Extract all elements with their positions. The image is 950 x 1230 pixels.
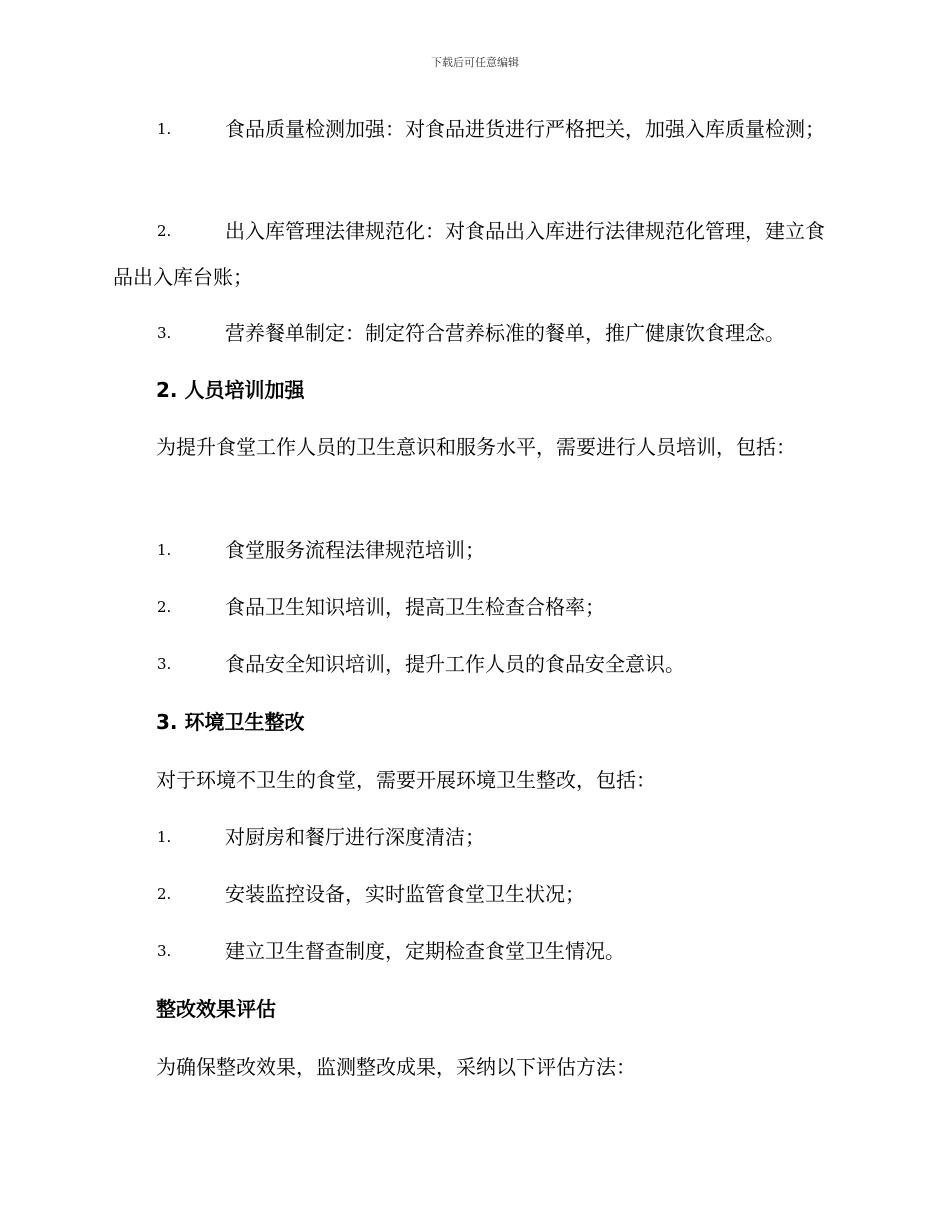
section-intro: 对于环境不卫生的食堂，需要开展环境卫生整改，包括： bbox=[156, 768, 656, 792]
section-intro: 为确保整改效果，监测整改成果，采纳以下评估方法： bbox=[156, 1055, 636, 1079]
list-number: 1. bbox=[157, 120, 172, 138]
list-item bbox=[113, 584, 833, 630]
list-item bbox=[113, 928, 833, 974]
list-number: 2. bbox=[157, 598, 172, 616]
list-number: 3. bbox=[157, 655, 172, 673]
list-number: 2. bbox=[157, 222, 172, 240]
list-text: 食品质量检测加强：对食品进货进行严格把关，加强入库质量检测； bbox=[225, 117, 825, 141]
list-text: 食品卫生知识培训，提高卫生检查合格率； bbox=[225, 595, 605, 619]
list-item bbox=[113, 310, 833, 356]
list-item bbox=[113, 814, 833, 860]
list-text: 食堂服务流程法律规范培训； bbox=[225, 538, 485, 562]
section-heading: 3. 环境卫生整改 bbox=[156, 710, 305, 734]
list-number: 2. bbox=[157, 885, 172, 903]
list-text: 食品安全知识培训，提升工作人员的食品安全意识。 bbox=[225, 652, 685, 676]
list-item bbox=[113, 641, 833, 687]
list-text: 营养餐单制定：制定符合营养标准的餐单，推广健康饮食理念。 bbox=[225, 321, 785, 345]
section-heading: 2. 人员培训加强 bbox=[156, 378, 305, 402]
list-item bbox=[113, 871, 833, 917]
list-text: 出入库管理法律规范化：对食品出入库进行法律规范化管理，建立食品出入库台账； bbox=[113, 219, 825, 289]
list-text: 对厨房和餐厅进行深度清洁； bbox=[225, 825, 485, 849]
list-number: 3. bbox=[157, 942, 172, 960]
page-header: 下载后可任意编辑 bbox=[431, 56, 519, 69]
section-intro: 为提升食堂工作人员的卫生意识和服务水平，需要进行人员培训，包括： bbox=[156, 435, 796, 459]
list-text: 建立卫生督查制度，定期检查食堂卫生情况。 bbox=[225, 939, 625, 963]
list-item bbox=[113, 106, 833, 152]
list-text: 安装监控设备，实时监管食堂卫生状况； bbox=[225, 882, 585, 906]
list-number: 1. bbox=[157, 541, 172, 559]
list-item bbox=[113, 527, 833, 573]
list-number: 3. bbox=[157, 324, 172, 342]
section-heading: 整改效果评估 bbox=[156, 997, 276, 1021]
list-number: 1. bbox=[157, 828, 172, 846]
list-item bbox=[113, 208, 833, 300]
